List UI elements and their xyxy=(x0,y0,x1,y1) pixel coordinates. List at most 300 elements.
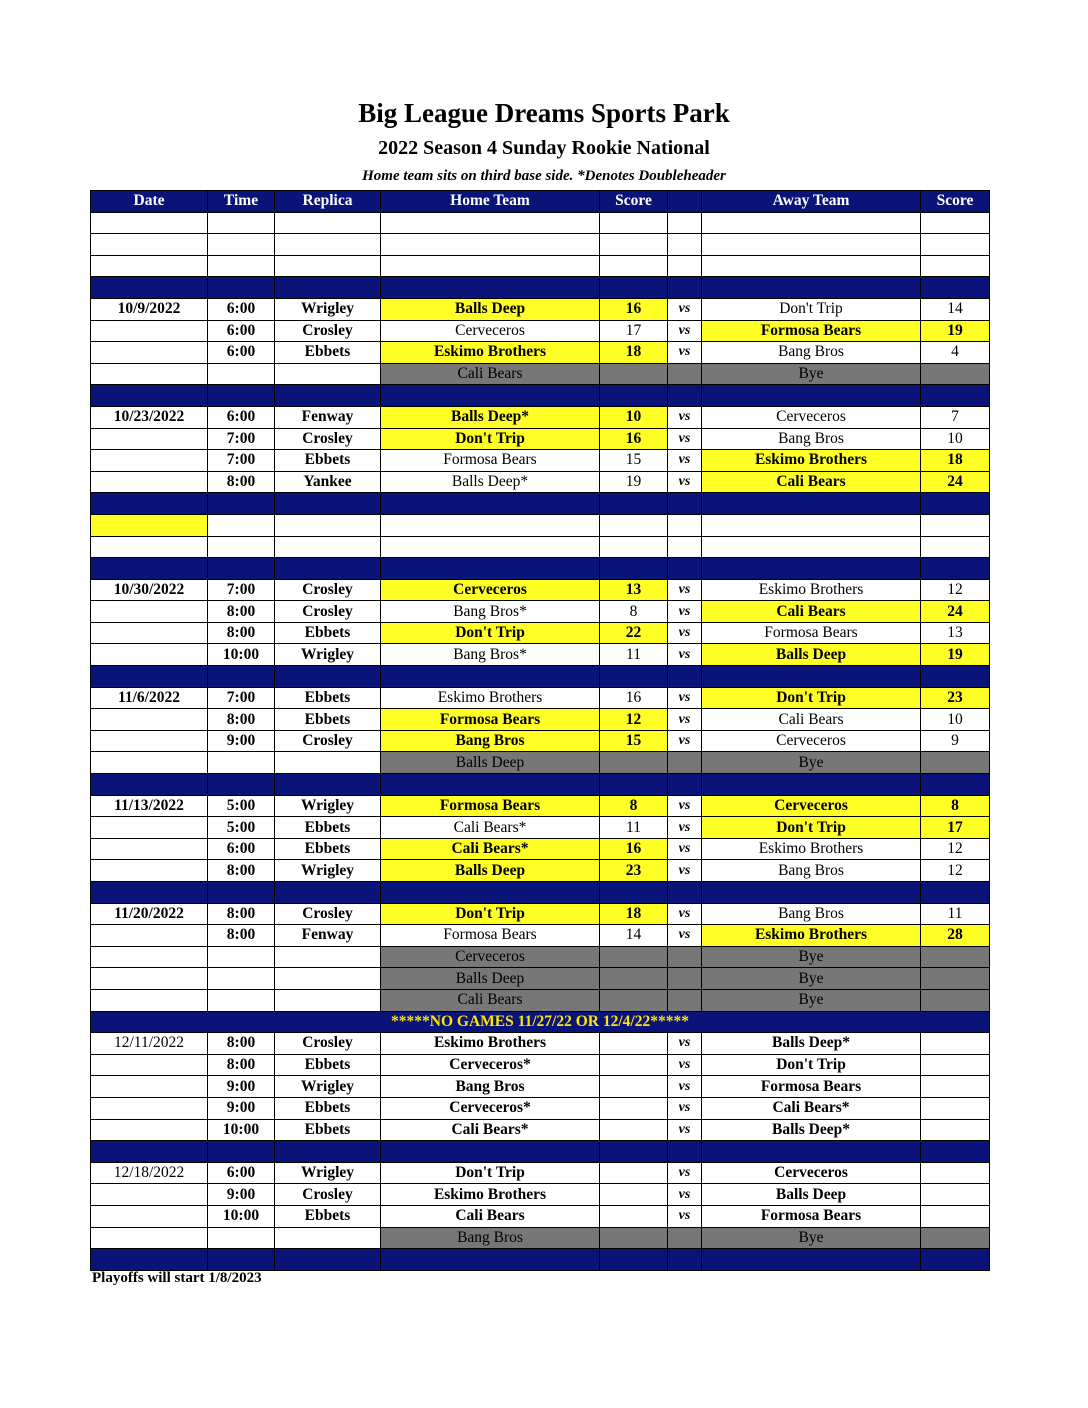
separator-cell xyxy=(921,277,990,299)
replica-cell: Ebbets xyxy=(275,817,381,839)
header-home-team: Home Team xyxy=(381,191,600,213)
blank-cell xyxy=(702,212,921,234)
separator-cell xyxy=(921,666,990,688)
game-row xyxy=(91,1184,990,1206)
home-score: 16 xyxy=(600,687,668,709)
vs-cell: vs xyxy=(668,709,702,731)
date-cell xyxy=(91,428,208,450)
separator-cell xyxy=(921,1141,990,1163)
away-score: 13 xyxy=(921,622,990,644)
home-team: Bang Bros* xyxy=(381,601,600,623)
schedule-body xyxy=(91,212,990,1270)
separator-cell xyxy=(208,558,275,580)
separator-cell xyxy=(275,385,381,407)
game-row xyxy=(91,709,990,731)
separator-cell xyxy=(381,666,600,688)
away-score: 9 xyxy=(921,730,990,752)
home-score xyxy=(600,1033,668,1055)
date-cell xyxy=(91,860,208,882)
away-score: 14 xyxy=(921,298,990,320)
replica-cell xyxy=(275,989,381,1011)
home-score xyxy=(600,1184,668,1206)
away-score xyxy=(921,1033,990,1055)
home-team: Formosa Bears xyxy=(381,795,600,817)
bye-row xyxy=(91,752,990,774)
vs-cell: vs xyxy=(668,471,702,493)
separator-cell xyxy=(275,558,381,580)
replica-cell xyxy=(275,968,381,990)
separator-cell xyxy=(275,277,381,299)
time-cell: 6:00 xyxy=(208,1162,275,1184)
bye-label: Bye xyxy=(702,752,921,774)
separator-row xyxy=(91,493,990,515)
blank-cell xyxy=(921,234,990,256)
home-score xyxy=(600,1054,668,1076)
bye-team: Bang Bros xyxy=(381,1227,600,1249)
away-score: 17 xyxy=(921,817,990,839)
home-team: Cali Bears* xyxy=(381,817,600,839)
separator-cell xyxy=(921,774,990,796)
vs-cell xyxy=(668,968,702,990)
away-score xyxy=(921,363,990,385)
blank-cell xyxy=(702,234,921,256)
separator-cell xyxy=(381,1141,600,1163)
away-score: 19 xyxy=(921,644,990,666)
date-cell xyxy=(91,1205,208,1227)
replica-cell: Ebbets xyxy=(275,1205,381,1227)
game-row xyxy=(91,342,990,364)
game-row xyxy=(91,1205,990,1227)
blank-cell xyxy=(600,234,668,256)
away-team: Bang Bros xyxy=(702,342,921,364)
home-score xyxy=(600,1119,668,1141)
replica-cell: Ebbets xyxy=(275,342,381,364)
away-score xyxy=(921,1097,990,1119)
away-score: 11 xyxy=(921,903,990,925)
away-score xyxy=(921,1184,990,1206)
separator-cell xyxy=(381,882,600,904)
separator-cell xyxy=(921,558,990,580)
away-score: 12 xyxy=(921,860,990,882)
date-cell: 11/13/2022 xyxy=(91,795,208,817)
time-cell xyxy=(208,989,275,1011)
vs-cell: vs xyxy=(668,298,702,320)
blank-row xyxy=(91,212,990,234)
away-score: 23 xyxy=(921,687,990,709)
vs-cell xyxy=(668,1227,702,1249)
away-team: Formosa Bears xyxy=(702,622,921,644)
away-score: 12 xyxy=(921,838,990,860)
home-score: 17 xyxy=(600,320,668,342)
game-row xyxy=(91,471,990,493)
away-team: Don't Trip xyxy=(702,817,921,839)
date-cell xyxy=(91,817,208,839)
home-team: Cali Bears xyxy=(381,1205,600,1227)
separator-cell xyxy=(275,493,381,515)
home-team: Bang Bros xyxy=(381,1076,600,1098)
bye-row xyxy=(91,989,990,1011)
header-row xyxy=(91,191,990,213)
home-team: Bang Bros xyxy=(381,730,600,752)
time-cell: 5:00 xyxy=(208,795,275,817)
vs-cell: vs xyxy=(668,622,702,644)
away-score: 7 xyxy=(921,406,990,428)
blank-cell xyxy=(208,536,275,558)
vs-cell: vs xyxy=(668,687,702,709)
home-score xyxy=(600,1227,668,1249)
separator-cell xyxy=(702,277,921,299)
home-score: 8 xyxy=(600,795,668,817)
home-score: 10 xyxy=(600,406,668,428)
blank-cell xyxy=(381,255,600,277)
replica-cell: Crosley xyxy=(275,428,381,450)
replica-cell: Wrigley xyxy=(275,795,381,817)
home-team: Eskimo Brothers xyxy=(381,1033,600,1055)
vs-cell xyxy=(668,752,702,774)
time-cell: 7:00 xyxy=(208,687,275,709)
time-cell: 8:00 xyxy=(208,1054,275,1076)
game-row xyxy=(91,838,990,860)
home-score: 22 xyxy=(600,622,668,644)
game-row xyxy=(91,406,990,428)
home-team: Balls Deep xyxy=(381,860,600,882)
game-row xyxy=(91,622,990,644)
replica-cell: Crosley xyxy=(275,601,381,623)
separator-row xyxy=(91,1249,990,1271)
separator-cell xyxy=(702,385,921,407)
separator-cell xyxy=(668,277,702,299)
away-score: 19 xyxy=(921,320,990,342)
home-team: Cerveceros* xyxy=(381,1054,600,1076)
bye-label: Bye xyxy=(702,968,921,990)
blank-row xyxy=(91,234,990,256)
bye-team: Cali Bears xyxy=(381,363,600,385)
blank-cell xyxy=(381,212,600,234)
date-cell xyxy=(91,946,208,968)
vs-cell: vs xyxy=(668,1097,702,1119)
away-score: 10 xyxy=(921,709,990,731)
separator-cell xyxy=(702,882,921,904)
home-team: Balls Deep* xyxy=(381,471,600,493)
page-title: Big League Dreams Sports Park xyxy=(358,98,730,128)
away-team: Bang Bros xyxy=(702,428,921,450)
replica-cell: Wrigley xyxy=(275,1162,381,1184)
game-row xyxy=(91,601,990,623)
vs-cell: vs xyxy=(668,1076,702,1098)
separator-row xyxy=(91,774,990,796)
separator-cell xyxy=(91,774,208,796)
replica-cell xyxy=(275,752,381,774)
away-team: Eskimo Brothers xyxy=(702,579,921,601)
away-team: Balls Deep* xyxy=(702,1033,921,1055)
separator-row xyxy=(91,277,990,299)
home-score: 11 xyxy=(600,644,668,666)
separator-cell xyxy=(702,666,921,688)
separator-cell xyxy=(275,1141,381,1163)
separator-cell xyxy=(668,774,702,796)
vs-cell: vs xyxy=(668,601,702,623)
separator-cell xyxy=(921,493,990,515)
away-score: 24 xyxy=(921,601,990,623)
home-score xyxy=(600,989,668,1011)
time-cell: 7:00 xyxy=(208,579,275,601)
vs-cell: vs xyxy=(668,1119,702,1141)
blank-cell xyxy=(668,536,702,558)
time-cell: 6:00 xyxy=(208,320,275,342)
notice-text: *****NO GAMES 11/27/22 OR 12/4/22***** xyxy=(91,1011,990,1033)
blank-row xyxy=(91,255,990,277)
separator-row xyxy=(91,666,990,688)
separator-cell xyxy=(600,774,668,796)
home-team: Don't Trip xyxy=(381,1162,600,1184)
game-row xyxy=(91,450,990,472)
game-row xyxy=(91,1119,990,1141)
blank-cell xyxy=(208,234,275,256)
home-team: Eskimo Brothers xyxy=(381,1184,600,1206)
replica-cell: Ebbets xyxy=(275,450,381,472)
away-team: Cerveceros xyxy=(702,406,921,428)
blank-cell xyxy=(921,212,990,234)
separator-row xyxy=(91,882,990,904)
blank-cell xyxy=(91,514,208,536)
bye-label: Bye xyxy=(702,1227,921,1249)
separator-cell xyxy=(91,277,208,299)
blank-cell xyxy=(702,255,921,277)
game-row xyxy=(91,644,990,666)
away-score xyxy=(921,1076,990,1098)
vs-cell: vs xyxy=(668,1054,702,1076)
vs-cell: vs xyxy=(668,428,702,450)
date-cell: 10/30/2022 xyxy=(91,579,208,601)
time-cell: 9:00 xyxy=(208,1184,275,1206)
separator-cell xyxy=(381,774,600,796)
game-row xyxy=(91,1076,990,1098)
away-score: 24 xyxy=(921,471,990,493)
separator-cell xyxy=(668,1141,702,1163)
vs-cell: vs xyxy=(668,644,702,666)
home-score xyxy=(600,752,668,774)
time-cell: 6:00 xyxy=(208,298,275,320)
separator-cell xyxy=(702,493,921,515)
separator-cell xyxy=(668,1249,702,1271)
date-cell: 12/18/2022 xyxy=(91,1162,208,1184)
date-cell: 11/6/2022 xyxy=(91,687,208,709)
bye-row xyxy=(91,946,990,968)
vs-cell: vs xyxy=(668,1205,702,1227)
home-score: 16 xyxy=(600,428,668,450)
separator-cell xyxy=(702,1249,921,1271)
bye-team: Cali Bears xyxy=(381,989,600,1011)
away-score xyxy=(921,1119,990,1141)
separator-cell xyxy=(600,385,668,407)
vs-cell: vs xyxy=(668,838,702,860)
separator-cell xyxy=(600,666,668,688)
home-score xyxy=(600,1205,668,1227)
game-row xyxy=(91,1097,990,1119)
time-cell: 10:00 xyxy=(208,1119,275,1141)
separator-cell xyxy=(668,385,702,407)
header-vs xyxy=(668,191,702,213)
date-cell xyxy=(91,1184,208,1206)
home-team: Don't Trip xyxy=(381,622,600,644)
bye-row xyxy=(91,363,990,385)
vs-cell: vs xyxy=(668,342,702,364)
game-row xyxy=(91,860,990,882)
away-score: 4 xyxy=(921,342,990,364)
replica-cell: Crosley xyxy=(275,1033,381,1055)
home-team: Don't Trip xyxy=(381,903,600,925)
header-time: Time xyxy=(208,191,275,213)
vs-cell xyxy=(668,363,702,385)
replica-cell: Crosley xyxy=(275,579,381,601)
home-team: Formosa Bears xyxy=(381,709,600,731)
time-cell: 8:00 xyxy=(208,1033,275,1055)
away-score xyxy=(921,752,990,774)
blank-cell xyxy=(600,536,668,558)
away-score xyxy=(921,1205,990,1227)
date-cell xyxy=(91,601,208,623)
home-score xyxy=(600,363,668,385)
away-team: Cali Bears xyxy=(702,601,921,623)
home-team: Cali Bears* xyxy=(381,1119,600,1141)
time-cell: 7:00 xyxy=(208,428,275,450)
blank-cell xyxy=(600,514,668,536)
date-cell xyxy=(91,989,208,1011)
separator-cell xyxy=(702,558,921,580)
separator-cell xyxy=(381,1249,600,1271)
away-score xyxy=(921,1162,990,1184)
replica-cell: Crosley xyxy=(275,320,381,342)
separator-cell xyxy=(381,385,600,407)
home-score: 16 xyxy=(600,298,668,320)
schedule-table xyxy=(90,190,990,1271)
home-score: 12 xyxy=(600,709,668,731)
separator-cell xyxy=(275,774,381,796)
blank-cell xyxy=(91,536,208,558)
separator-cell xyxy=(275,1249,381,1271)
home-team: Cerveceros xyxy=(381,320,600,342)
home-score xyxy=(600,1162,668,1184)
separator-cell xyxy=(381,558,600,580)
date-cell: 10/9/2022 xyxy=(91,298,208,320)
blank-cell xyxy=(208,514,275,536)
time-cell: 8:00 xyxy=(208,601,275,623)
blank-cell xyxy=(668,212,702,234)
replica-cell: Ebbets xyxy=(275,622,381,644)
away-team: Cerveceros xyxy=(702,795,921,817)
date-cell xyxy=(91,450,208,472)
date-cell: 12/11/2022 xyxy=(91,1033,208,1055)
replica-cell xyxy=(275,1227,381,1249)
away-team: Cerveceros xyxy=(702,730,921,752)
vs-cell: vs xyxy=(668,795,702,817)
replica-cell: Ebbets xyxy=(275,709,381,731)
date-cell xyxy=(91,925,208,947)
separator-cell xyxy=(702,1141,921,1163)
separator-cell xyxy=(208,1249,275,1271)
bye-label: Bye xyxy=(702,946,921,968)
time-cell xyxy=(208,946,275,968)
header-home-score: Score xyxy=(600,191,668,213)
separator-cell xyxy=(208,385,275,407)
away-score: 12 xyxy=(921,579,990,601)
time-cell: 8:00 xyxy=(208,860,275,882)
separator-cell xyxy=(208,666,275,688)
header-away-score: Score xyxy=(921,191,990,213)
vs-cell: vs xyxy=(668,579,702,601)
separator-row xyxy=(91,1141,990,1163)
time-cell: 8:00 xyxy=(208,471,275,493)
home-score: 19 xyxy=(600,471,668,493)
blank-cell xyxy=(91,212,208,234)
replica-cell: Fenway xyxy=(275,925,381,947)
blank-cell xyxy=(91,255,208,277)
page-subtitle: 2022 Season 4 Sunday Rookie National xyxy=(378,137,710,159)
away-team: Balls Deep* xyxy=(702,1119,921,1141)
away-team: Formosa Bears xyxy=(702,1205,921,1227)
away-team: Formosa Bears xyxy=(702,1076,921,1098)
replica-cell: Wrigley xyxy=(275,1076,381,1098)
footer-note: Playoffs will start 1/8/2023 xyxy=(92,1270,262,1286)
time-cell: 9:00 xyxy=(208,730,275,752)
time-cell: 6:00 xyxy=(208,838,275,860)
replica-cell: Crosley xyxy=(275,903,381,925)
away-score: 28 xyxy=(921,925,990,947)
separator-cell xyxy=(921,882,990,904)
replica-cell: Yankee xyxy=(275,471,381,493)
home-score: 23 xyxy=(600,860,668,882)
away-team: Bang Bros xyxy=(702,860,921,882)
vs-cell: vs xyxy=(668,1162,702,1184)
home-score: 15 xyxy=(600,730,668,752)
blank-cell xyxy=(921,536,990,558)
home-team: Cerveceros* xyxy=(381,1097,600,1119)
blank-cell xyxy=(275,234,381,256)
blank-cell xyxy=(600,212,668,234)
game-row xyxy=(91,1033,990,1055)
blank-cell xyxy=(921,255,990,277)
time-cell: 7:00 xyxy=(208,450,275,472)
away-team: Don't Trip xyxy=(702,298,921,320)
vs-cell: vs xyxy=(668,925,702,947)
away-team: Cerveceros xyxy=(702,1162,921,1184)
replica-cell: Wrigley xyxy=(275,298,381,320)
time-cell: 9:00 xyxy=(208,1076,275,1098)
replica-cell: Ebbets xyxy=(275,838,381,860)
blank-cell xyxy=(600,255,668,277)
blank-cell xyxy=(702,514,921,536)
away-team: Cali Bears xyxy=(702,709,921,731)
game-row xyxy=(91,687,990,709)
blank-cell xyxy=(208,212,275,234)
blank-cell xyxy=(668,234,702,256)
game-row xyxy=(91,428,990,450)
separator-cell xyxy=(668,558,702,580)
date-cell xyxy=(91,1097,208,1119)
away-score xyxy=(921,1054,990,1076)
date-cell xyxy=(91,1227,208,1249)
home-team: Cali Bears* xyxy=(381,838,600,860)
time-cell: 10:00 xyxy=(208,644,275,666)
home-score xyxy=(600,1097,668,1119)
bye-team: Balls Deep xyxy=(381,968,600,990)
time-cell xyxy=(208,363,275,385)
separator-cell xyxy=(668,882,702,904)
separator-cell xyxy=(921,1249,990,1271)
replica-cell: Wrigley xyxy=(275,860,381,882)
separator-cell xyxy=(921,385,990,407)
blank-cell xyxy=(275,212,381,234)
